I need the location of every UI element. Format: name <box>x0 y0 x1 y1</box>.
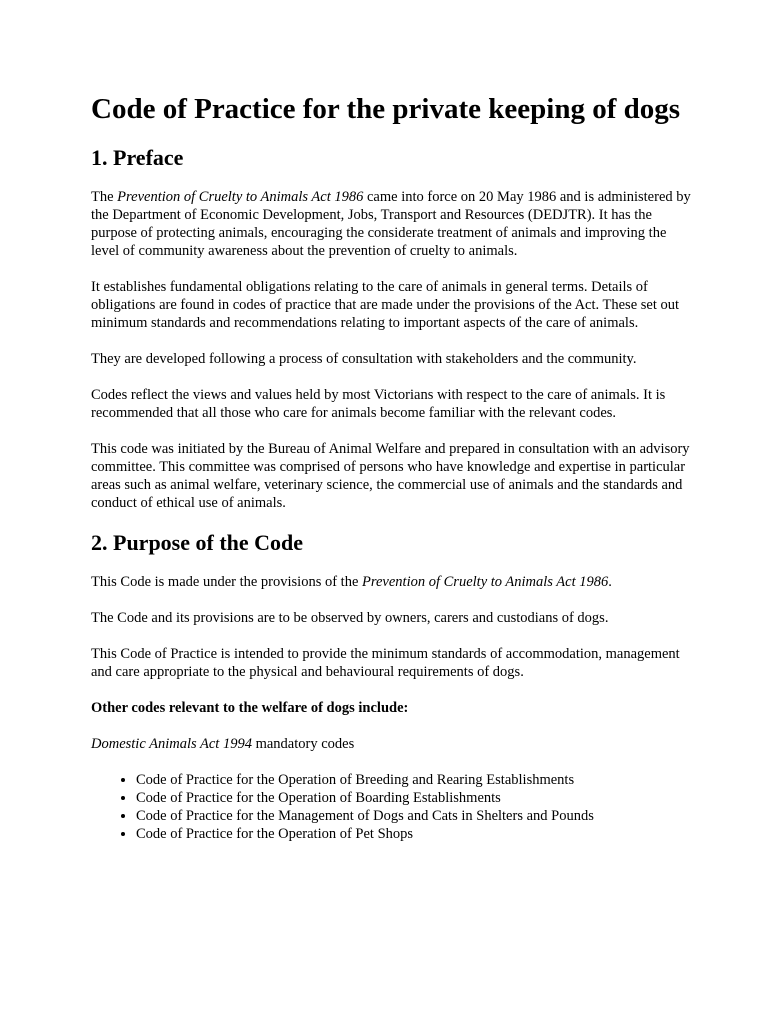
text: mandatory codes <box>251 736 355 752</box>
preface-paragraph-5: This code was initiated by the Bureau of Animal Welfare and prepared in consultation with an advisory committee. This committee was comprised of persons who have knowledge and expertise in particular areas such as animal welfare, veterinary science, the commercial use of animals and the standards and conduct of ethical use of animals. <box>91 441 690 511</box>
preface-paragraph-3: They are developed following a process of consultation with stakeholders and the community. <box>91 351 637 367</box>
other-codes-heading: Other codes relevant to the welfare of dogs include: <box>91 700 409 716</box>
document-title: Code of Practice for the private keeping of dogs <box>91 93 681 125</box>
codes-list <box>91 771 691 843</box>
list-item: • Code of Practice for the Management of Dogs and Cats in Shelters and Pounds <box>136 807 691 825</box>
document-page <box>91 92 691 843</box>
preface-paragraph-1 <box>91 188 691 260</box>
section-heading-purpose: 2. Purpose of the Code <box>91 530 304 555</box>
list-item: • Code of Practice for the Operation of Boarding Establishments <box>136 789 691 807</box>
text: . <box>608 574 612 590</box>
text: The <box>91 189 118 205</box>
purpose-paragraph-1 <box>91 573 691 591</box>
list-item: • Code of Practice for the Operation of Breeding and Rearing Establishments <box>136 771 691 789</box>
list-item: • Code of Practice for the Operation of Pet Shops <box>136 825 691 843</box>
preface-paragraph-2: It establishes fundamental obligations relating to the care of animals in general terms. Details of obligations are found in codes of practice that are made under the provisions of the Act. These set out minimum standards and recommendations relating to important aspects of the care of animals. <box>91 279 680 331</box>
section-heading-preface: 1. Preface <box>91 145 184 170</box>
act-title: Prevention of Cruelty to Animals Act 1986 <box>117 189 364 205</box>
purpose-paragraph-3: This Code of Practice is intended to provide the minimum standards of accommodation, management and care appropriate to the physical and behavioural requirements of dogs. <box>91 646 680 680</box>
text: This Code is made under the provisions of the <box>91 574 363 590</box>
act-title: Prevention of Cruelty to Animals Act 1986 <box>362 574 609 590</box>
text: came into force on 20 May 1986 and is administered by the Department of Economic Development, Jobs, Transport and Resources (DEDJTR). It has the purpose of protecting animals, encouraging the considerate treatment of animals and improving the level of community awareness about the prevention of cruelty to animals. <box>91 189 691 259</box>
purpose-paragraph-2: The Code and its provisions are to be observed by owners, carers and custodians of dogs. <box>91 610 609 626</box>
domestic-act-line <box>91 735 691 753</box>
act-title: Domestic Animals Act 1994 <box>91 736 252 752</box>
preface-paragraph-4: Codes reflect the views and values held by most Victorians with respect to the care of animals. It is recommended that all those who care for animals become familiar with the relevant codes. <box>91 387 666 421</box>
